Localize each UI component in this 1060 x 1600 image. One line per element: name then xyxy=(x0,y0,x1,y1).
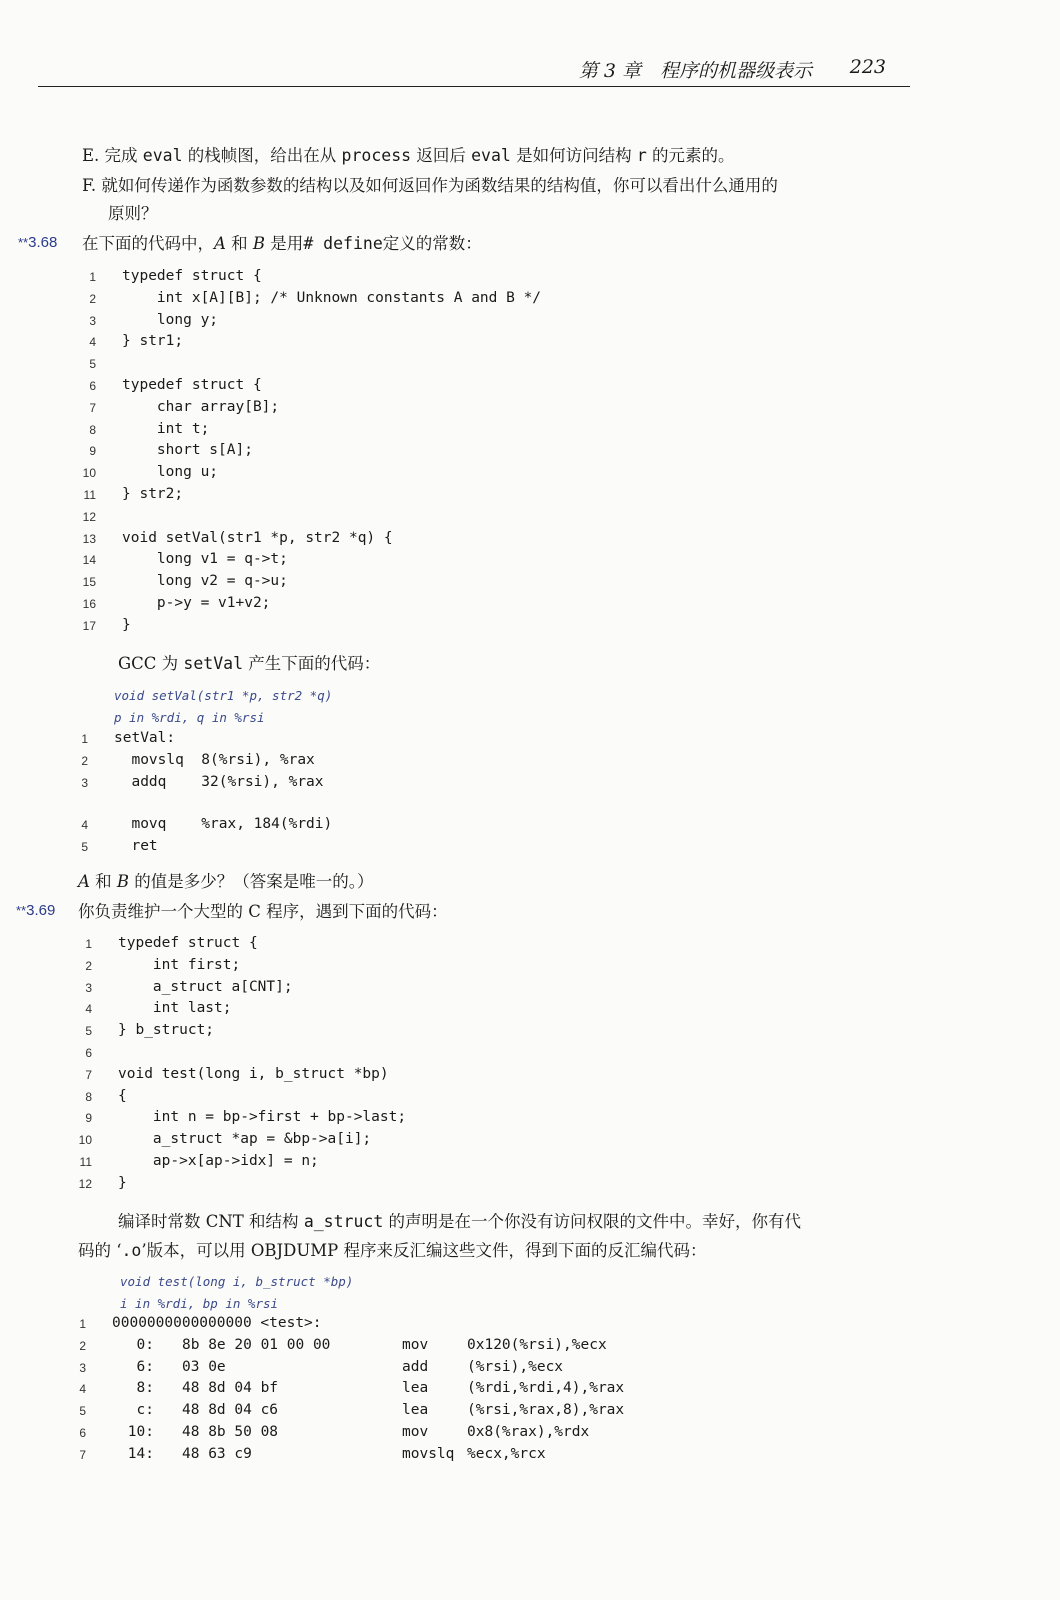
line-number: 15 xyxy=(82,575,96,590)
code-block-3-69 xyxy=(78,935,678,1197)
address: c: xyxy=(136,1402,154,1419)
operands: %ecx,%rcx xyxy=(467,1445,546,1462)
code-line xyxy=(82,508,682,530)
item-letter: F. xyxy=(82,176,97,195)
code-text: long u; xyxy=(122,464,219,481)
code-text: a_struct a[CNT]; xyxy=(118,978,293,995)
code-block-3-68 xyxy=(82,268,682,639)
code-line xyxy=(78,1044,678,1066)
code-text: } str2; xyxy=(122,485,184,502)
machine-bytes: 48 63 c9 xyxy=(182,1445,252,1462)
code-line xyxy=(78,1088,678,1110)
code-text: void setVal(str1 *p, str2 *q) { xyxy=(122,529,393,546)
line-number: 7 xyxy=(85,1067,92,1082)
code-line xyxy=(74,774,474,796)
disassembly-line xyxy=(72,1424,712,1446)
line-number: 9 xyxy=(85,1111,92,1126)
line-number: 5 xyxy=(81,840,88,855)
line-number: 11 xyxy=(83,487,96,502)
line-number: 2 xyxy=(89,291,96,306)
code-line xyxy=(82,290,682,312)
code-text: int n = bp->first + bp->last; xyxy=(118,1109,407,1126)
line-number: 4 xyxy=(85,1002,92,1017)
difficulty-stars-icon: ** xyxy=(18,235,29,250)
code-text: } b_struct; xyxy=(118,1022,215,1039)
code-text: typedef struct { xyxy=(118,935,258,951)
code-text: movslq 8(%rsi), %rax xyxy=(114,751,315,768)
line-number: 7 xyxy=(79,1447,86,1462)
line-number: 9 xyxy=(89,444,96,459)
code-line xyxy=(82,333,682,355)
code-text: ret xyxy=(114,838,158,855)
line-number: 2 xyxy=(81,753,88,768)
code-text: typedef struct { xyxy=(122,376,262,393)
code-line xyxy=(72,1315,712,1337)
machine-bytes: 48 8b 50 08 xyxy=(182,1423,279,1440)
operands: 0x120(%rsi),%ecx xyxy=(467,1336,607,1353)
line-number: 17 xyxy=(82,618,96,633)
item-f-continued: 原则？ xyxy=(108,204,158,223)
code-text: movq %rax, 184(%rdi) xyxy=(114,816,333,833)
machine-bytes: 03 0e xyxy=(182,1358,226,1375)
line-number: 16 xyxy=(82,596,96,611)
code-text: setVal: xyxy=(114,730,176,746)
line-number: 1 xyxy=(85,937,92,951)
code-line xyxy=(78,1000,678,1022)
code-text: 0000000000000000 <test>: xyxy=(112,1315,322,1331)
operands: 0x8(%rax),%rdx xyxy=(467,1423,590,1440)
line-number: 10 xyxy=(82,466,96,481)
code-text: } xyxy=(118,1174,127,1191)
asm-comment: void setVal(str1 *p, str2 *q) xyxy=(114,688,333,703)
line-number: 3 xyxy=(85,980,92,995)
line-number: 6 xyxy=(85,1045,92,1060)
code-line xyxy=(82,573,682,595)
exercise-number-3-69: **3.69 xyxy=(16,902,56,919)
opcode: lea xyxy=(402,1380,429,1397)
line-number: 3 xyxy=(79,1360,86,1375)
code-line xyxy=(78,1022,678,1044)
opcode: add xyxy=(402,1358,429,1375)
line-number: 3 xyxy=(89,313,96,328)
line-number: 1 xyxy=(89,270,96,284)
code-line xyxy=(82,464,682,486)
code-text: ap->x[ap->idx] = n; xyxy=(118,1152,319,1169)
code-line xyxy=(82,486,682,508)
code-text: short s[A]; xyxy=(122,442,253,459)
item-f: F. 就如何传递作为函数参数的结构以及如何返回作为函数结果的结构值，你可以看出什么通用的 xyxy=(82,176,778,195)
address: 10: xyxy=(127,1423,154,1440)
exercise-3-69-intro: 你负责维护一个大型的 C 程序，遇到下面的代码： xyxy=(78,902,448,921)
line-number: 4 xyxy=(79,1382,86,1397)
disassembly-line xyxy=(72,1380,712,1402)
machine-bytes: 48 8d 04 bf xyxy=(182,1380,279,1397)
line-number: 5 xyxy=(85,1024,92,1039)
line-number: 14 xyxy=(82,553,96,568)
code-line xyxy=(78,1131,678,1153)
code-line xyxy=(74,730,474,752)
line-number: 5 xyxy=(79,1404,86,1419)
item-e: E. 完成 eval 的栈帧图，给出在从 process 返回后 eval 是如何访问结构 r 的元素的。 xyxy=(82,146,735,165)
exercise-3-69-para-1: 编译时常数 CNT 和结构 a_struct 的声明是在一个你没有访问权限的文件中。幸好，你有代 xyxy=(118,1212,802,1231)
code-text: typedef struct { xyxy=(122,268,262,284)
line-number: 12 xyxy=(82,509,96,524)
code-line xyxy=(78,1153,678,1175)
code-text: char array[B]; xyxy=(122,398,280,415)
machine-bytes: 48 8d 04 c6 xyxy=(182,1402,279,1419)
operands: (%rsi),%ecx xyxy=(467,1358,564,1375)
code-text: } xyxy=(122,616,131,633)
code-text: a_struct *ap = &bp->a[i]; xyxy=(118,1131,372,1148)
line-number: 7 xyxy=(89,400,96,415)
opcode: mov xyxy=(402,1336,429,1353)
code-text: int first; xyxy=(118,956,241,973)
code-line xyxy=(78,979,678,1001)
disassembly-comment: void test(long i, b_struct *bp) xyxy=(120,1274,354,1289)
code-line xyxy=(74,752,474,774)
code-line xyxy=(78,935,678,957)
disassembly-block xyxy=(72,1315,712,1468)
line-number: 11 xyxy=(79,1154,92,1169)
disassembly-line xyxy=(72,1337,712,1359)
line-number: 10 xyxy=(78,1133,92,1148)
disassembly-line xyxy=(72,1446,712,1468)
code-line xyxy=(82,377,682,399)
code-line xyxy=(82,268,682,290)
code-text: } str1; xyxy=(122,333,184,350)
asm-comment: p in %rdi, q in %rsi xyxy=(114,710,265,725)
line-number: 6 xyxy=(79,1425,86,1440)
code-line xyxy=(78,1109,678,1131)
opcode: mov xyxy=(402,1423,429,1440)
machine-bytes: 8b 8e 20 01 00 00 xyxy=(182,1336,331,1353)
code-line xyxy=(82,530,682,552)
code-text: addq 32(%rsi), %rax xyxy=(114,773,324,790)
line-number: 2 xyxy=(85,958,92,973)
disassembly-line xyxy=(72,1359,712,1381)
code-line xyxy=(82,421,682,443)
opcode: movslq xyxy=(402,1445,455,1462)
line-number: 12 xyxy=(78,1176,92,1191)
code-text: long y; xyxy=(122,311,219,328)
line-number: 1 xyxy=(79,1317,86,1331)
address: 0: xyxy=(136,1336,154,1353)
code-line xyxy=(82,551,682,573)
code-line xyxy=(82,355,682,377)
opcode: lea xyxy=(402,1402,429,1419)
line-number: 4 xyxy=(81,818,88,833)
code-line xyxy=(82,312,682,334)
line-number: 1 xyxy=(81,732,88,746)
line-number: 3 xyxy=(81,775,88,790)
code-text: p->y = v1+v2; xyxy=(122,594,271,611)
line-number: 4 xyxy=(89,335,96,350)
item-letter: E. xyxy=(82,146,100,165)
line-number: 8 xyxy=(85,1089,92,1104)
code-line xyxy=(78,1175,678,1197)
code-line xyxy=(82,595,682,617)
line-number: 6 xyxy=(89,378,96,393)
code-text: long v1 = q->t; xyxy=(122,551,288,568)
code-line xyxy=(82,442,682,464)
address: 8: xyxy=(136,1380,154,1397)
exercise-3-68-intro: 在下面的代码中，A 和 B 是用# define定义的常数： xyxy=(82,234,482,253)
address: 14: xyxy=(127,1445,154,1462)
code-line xyxy=(78,957,678,979)
exercise-3-68-question: A 和 B 的值是多少？（答案是唯一的。） xyxy=(78,872,374,891)
code-line xyxy=(78,1066,678,1088)
disassembly-line xyxy=(72,1402,712,1424)
code-text: long v2 = q->u; xyxy=(122,573,288,590)
exercise-number-3-68: **3.68 xyxy=(18,234,58,251)
code-line xyxy=(74,816,474,838)
exercise-3-69-para-2: 码的 ‘.o’版本，可以用 OBJDUMP 程序来反汇编这些文件，得到下面的反汇编代码： xyxy=(78,1241,707,1260)
chapter-title: 第 3 章 程序的机器级表示 xyxy=(578,60,812,82)
operands: (%rsi,%rax,8),%rax xyxy=(467,1402,625,1419)
difficulty-stars-icon: ** xyxy=(16,903,27,918)
address: 6: xyxy=(136,1358,154,1375)
code-text: int x[A][B]; /* Unknown constants A and B */ xyxy=(122,289,542,306)
page-header xyxy=(38,52,910,87)
page-number: 223 xyxy=(849,56,886,78)
code-text: { xyxy=(118,1087,127,1104)
code-line xyxy=(74,838,474,860)
line-number: 2 xyxy=(79,1338,86,1353)
line-number: 13 xyxy=(82,531,96,546)
gcc-intro: GCC 为 setVal 产生下面的代码： xyxy=(118,654,381,673)
disassembly-comment: i in %rdi, bp in %rsi xyxy=(120,1296,279,1311)
code-text: void test(long i, b_struct *bp) xyxy=(118,1065,389,1082)
operands: (%rdi,%rdi,4),%rax xyxy=(467,1380,625,1397)
code-text: int t; xyxy=(122,420,210,437)
code-text: int last; xyxy=(118,1000,232,1017)
code-line xyxy=(82,399,682,421)
asm-block-3-68 xyxy=(74,730,474,860)
code-line xyxy=(82,617,682,639)
line-number: 8 xyxy=(89,422,96,437)
line-number: 5 xyxy=(89,357,96,372)
